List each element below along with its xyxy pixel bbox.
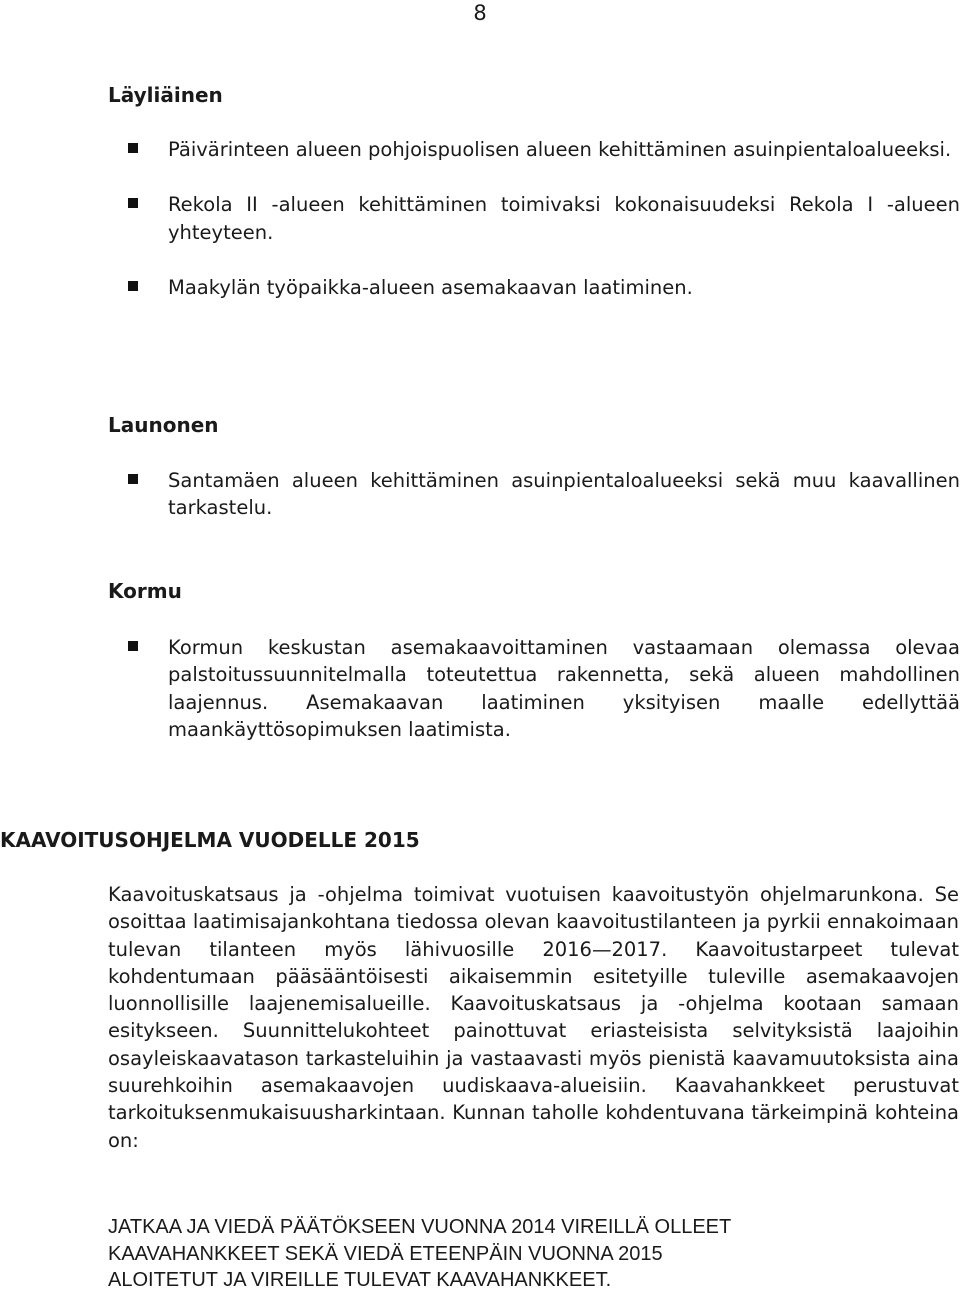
list-item-text: Santamäen alueen kehittäminen asuinpientaloalueeksi sekä muu kaavallinen tarkastelu. xyxy=(168,469,960,520)
program-heading: KAAVOITUSOHJELMA VUODELLE 2015 xyxy=(0,828,420,852)
caps-line: KAAVAHANKKEET SEKÄ VIEDÄ ETEENPÄIN VUONNA 2015 xyxy=(108,1242,663,1265)
program-caps-block xyxy=(108,1214,908,1294)
square-bullet-icon xyxy=(128,641,138,651)
square-bullet-icon xyxy=(128,143,138,153)
section-heading-kormu: Kormu xyxy=(108,579,182,603)
section-heading-layliainen: Läyliäinen xyxy=(108,83,223,107)
square-bullet-icon xyxy=(128,281,138,291)
bullet-list-launonen xyxy=(108,467,960,522)
section-heading-launonen: Launonen xyxy=(108,413,219,437)
bullet-list-kormu xyxy=(108,634,960,743)
list-item-text: Kormun keskustan asemakaavoittaminen vastaamaan olemassa olevaa palstoitussuunnitelmalla toteutettua rakennetta, sekä alueen mahdollinen laajennus. Asemakaavan laatiminen yksityisen maalle edellyttää maankäyttösopimuksen laatimista. xyxy=(168,636,960,741)
program-paragraph: Kaavoituskatsaus ja -ohjelma toimivat vuotuisen kaavoitustyön ohjelmarunkona. Se osoittaa laatimisajankohtana tiedossa olevan kaavoitustilanteen ja pyrkii ennakoimaan tulevan tilanteen myös lähivuosille 2016—2017. Kaavoitustarpeet tulevat kohdentumaan pääsääntöisesti aikaisemmin esitetyille tuleville asemakaavojen luonnollisille laajenemisalueille. Kaavoituskatsaus ja -ohjelma kootaan samaan esitykseen. Suunnittelukohteet painottuvat eriasteisista selvityksistä laajoihin osayleiskaavatason tarkasteluihin ja vastaavasti myös pienistä kaavamuutoksista aina suurehkoihin asemakaavojen uudiskaava-alueisiin. Kaavahankkeet perustuvat tarkoituksenmukaisuusharkintaan. Kunnan taholle kohdentuvana tärkeimpinä kohteina on: xyxy=(108,883,959,1152)
list-item xyxy=(108,191,960,246)
list-item xyxy=(108,634,960,743)
square-bullet-icon xyxy=(128,474,138,484)
list-item-text: Päivärinteen alueen pohjoispuolisen alueen kehittäminen asuinpientaloalueeksi. xyxy=(168,138,952,161)
bullet-list-layliainen xyxy=(108,136,960,301)
caps-line: JATKAA JA VIEDÄ PÄÄTÖKSEEN VUONNA 2014 VIREILLÄ OLLEET xyxy=(108,1216,732,1238)
list-item xyxy=(108,274,960,301)
square-bullet-icon xyxy=(128,198,138,208)
caps-line: ALOITETUT JA VIREILLE TULEVAT KAAVAHANKKEET. xyxy=(108,1269,612,1292)
list-item xyxy=(108,136,960,163)
list-item xyxy=(108,467,960,522)
list-item-text: Rekola II -alueen kehittäminen toimivaksi kokonaisuudeksi Rekola I -alueen yhteyteen. xyxy=(168,193,960,244)
list-item-text: Maakylän työpaikka-alueen asemakaavan laatiminen. xyxy=(168,275,693,299)
page-number: 8 xyxy=(473,1,487,25)
